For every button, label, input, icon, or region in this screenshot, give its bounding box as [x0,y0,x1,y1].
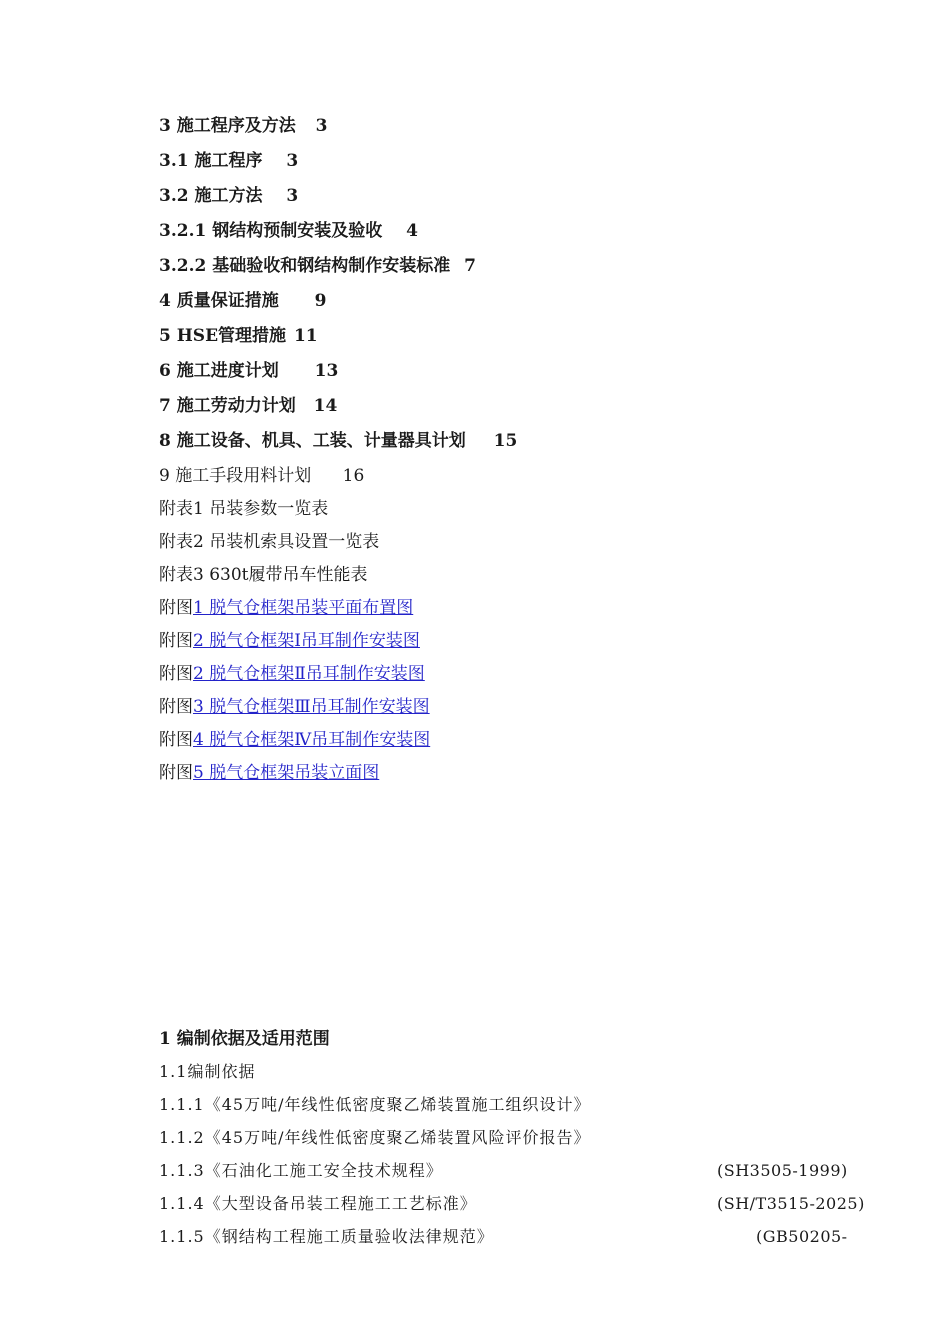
toc-entry-label: 3.2.1 钢结构预制安装及验收 [159,221,383,241]
reference-item [159,1156,879,1189]
appendix-figure-prefix: 附图 [159,631,193,651]
toc-entry-page: 11 [293,326,318,346]
toc-entry[interactable] [159,147,879,182]
reference-item [159,1123,879,1156]
appendix-figure-prefix: 附图 [159,664,193,684]
reference-item [159,1090,879,1123]
toc-entry-label: 3 施工程序及方法 [159,116,296,136]
toc-entry[interactable] [159,182,879,217]
toc-entry-label: 8 施工设备、机具、工装、计量器具计划 [159,431,466,451]
toc-entry[interactable] [159,392,879,427]
appendix-figure-entry [159,693,879,726]
appendix-table-entry[interactable]: 附表2 吊装机索具设置一览表 [159,532,380,552]
toc-entry-page: 13 [314,361,339,381]
reference-item [159,1189,879,1222]
toc-entry-label: 6 施工进度计划 [159,361,279,381]
toc-entry[interactable] [159,357,879,392]
appendix-figure-link[interactable]: 3 脱气仓框架Ⅲ吊耳制作安装图 [193,697,430,717]
subsection-heading: 1.1编制依据 [159,1062,256,1081]
appendix-figure-entry [159,759,879,792]
toc-entry[interactable] [159,217,879,252]
toc-entry-label: 7 施工劳动力计划 [159,396,296,416]
toc-entry-page: 3 [286,186,299,206]
appendix-figure-link[interactable]: 2 脱气仓框架Ⅱ吊耳制作安装图 [193,664,425,684]
appendix-figure-prefix: 附图 [159,598,193,618]
appendix-figure-prefix: 附图 [159,763,193,783]
appendix-figure-link[interactable]: 2 脱气仓框架Ⅰ吊耳制作安装图 [193,631,420,651]
section-heading: 1 编制依据及适用范围 [159,1029,330,1049]
reference-code: (GB50205- [756,1227,848,1246]
table-of-contents [159,112,879,792]
reference-item [159,1222,879,1255]
appendix-figure-entry [159,594,879,627]
toc-entry[interactable] [159,287,879,322]
toc-entry-label: 3.1 施工程序 [159,151,263,171]
toc-entry-page: 3 [315,116,328,136]
toc-entry-label: 3.2 施工方法 [159,186,263,206]
toc-entry-page: 14 [313,396,338,416]
appendix-figure-link[interactable]: 1 脱气仓框架吊装平面布置图 [193,598,414,618]
reference-title: 1.1.1《45万吨/年线性低密度聚乙烯装置施工组织设计》 [159,1095,591,1114]
toc-entry-page: 4 [406,221,419,241]
reference-title: 1.1.2《45万吨/年线性低密度聚乙烯装置风险评价报告》 [159,1128,591,1147]
appendix-table-entry[interactable]: 附表3 630t履带吊车性能表 [159,565,368,585]
toc-entry[interactable] [159,112,879,147]
appendix-figure-link[interactable]: 5 脱气仓框架吊装立面图 [193,763,380,783]
reference-title: 1.1.3《石油化工施工安全技术规程》 [159,1161,443,1180]
reference-title: 1.1.4《大型设备吊装工程施工工艺标准》 [159,1194,477,1213]
appendix-figure-prefix: 附图 [159,697,193,717]
section-basis-and-scope [159,1024,879,1255]
appendix-figure-entry [159,726,879,759]
appendix-figure-entry [159,660,879,693]
appendix-table-entry[interactable]: 附表1 吊装参数一览表 [159,499,329,519]
reference-title: 1.1.5《钢结构工程施工质量验收法律规范》 [159,1227,494,1246]
toc-entry-page: 9 [314,291,327,311]
toc-entry-label: 4 质量保证措施 [159,291,279,311]
toc-entry[interactable] [159,462,879,495]
toc-entry-page: 7 [464,256,477,276]
toc-entry-label: 3.2.2 基础验收和钢结构制作安装标准 [159,256,451,276]
appendix-figure-prefix: 附图 [159,730,193,750]
reference-code: (SH/T3515-2025) [717,1194,865,1213]
appendix-figure-link[interactable]: 4 脱气仓框架Ⅳ吊耳制作安装图 [193,730,431,750]
toc-entry-page: 3 [286,151,299,171]
toc-entry[interactable] [159,252,879,287]
toc-entry[interactable] [159,427,879,462]
toc-entry[interactable] [159,322,879,357]
toc-entry-label: 9 施工手段用料计划 [159,466,312,486]
reference-code: (SH3505-1999) [717,1161,848,1180]
appendix-figure-entry [159,627,879,660]
toc-entry-label: 5 HSE管理措施 [159,326,287,346]
toc-entry-page: 16 [342,466,365,486]
toc-entry-page: 15 [493,431,518,451]
